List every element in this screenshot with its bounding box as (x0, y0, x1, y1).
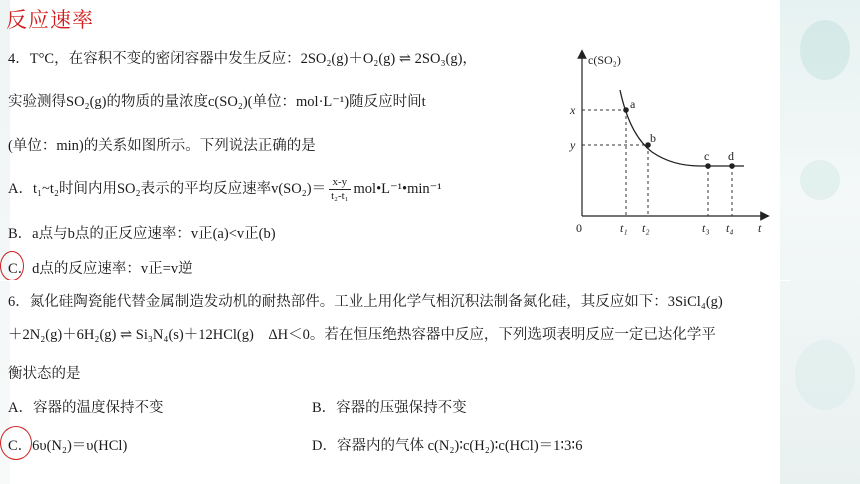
point-b-label: b (650, 131, 656, 145)
point-d-marker (729, 163, 735, 169)
q4-line-2: 实验测得SO₂(g)的物质的量浓度c(SO₂)(单位：mol·L⁻¹)随反应时间t (8, 94, 426, 110)
q4-option-b: B．a点与b点的正反应速率：v正(a)<v正(b) (8, 226, 276, 242)
point-a-marker (623, 107, 629, 113)
q6-option-b: B．容器的压强保持不变 (312, 400, 467, 416)
point-d-label: d (728, 149, 734, 163)
q6-line-3: 衡状态的是 (8, 366, 81, 382)
q6-option-d: D．容器内的气体 c(N₂)∶c(H₂)∶c(HCl)＝1∶3∶6 (312, 438, 583, 454)
x-axis-label: t (758, 221, 762, 235)
q6-option-c: C．6υ(N₂)＝υ(HCl) (8, 438, 128, 454)
q4-option-a-unit: mol•L⁻¹•min⁻¹ (353, 180, 442, 197)
x-tick-t2: t₂ (642, 221, 650, 235)
point-c-label: c (704, 149, 710, 163)
y-axis-label: c(SO₂) (588, 53, 621, 67)
origin-label: 0 (576, 221, 582, 235)
x-tick-t1: t₁ (620, 221, 628, 235)
section-divider (0, 280, 790, 281)
q6-line-1: 6．氮化硅陶瓷能代替金属制造发动机的耐热部件。工业上用化学气相沉积法制备氮化硅，其反应如下：3SiCl₄(g) (8, 294, 723, 310)
y-tick-y: y (570, 138, 576, 152)
x-tick-t3: t₃ (702, 221, 710, 235)
answer-circle-q4 (0, 251, 24, 281)
background-decoration-right (780, 0, 860, 484)
point-c-marker (705, 163, 711, 169)
concentration-curve (620, 90, 744, 166)
decor-blob (795, 340, 855, 410)
q4-line-3: (单位：min)的关系如图所示。下列说法正确的是 (8, 138, 316, 154)
decor-blob (800, 160, 840, 200)
answer-circle-q6 (0, 426, 32, 460)
q4-option-a (8, 176, 442, 203)
q4-option-c: C．d点的反应速率：v正=v逆 (8, 261, 193, 277)
x-tick-t4: t₄ (726, 221, 734, 235)
q6-line-2: ＋2N₂(g)＋6H₂(g) ⇌ Si₃N₄(s)＋12HCl(g) ΔH＜0。若在恒压绝热容器中反应，下列选项表明反应一定已达化学平 (8, 327, 716, 343)
fraction-numerator: x-y (329, 176, 350, 190)
fraction-denominator: t₂-t₁ (331, 190, 349, 202)
q6-option-a: A．容器的温度保持不变 (8, 400, 164, 416)
q4-line-1: 4．T°C，在容积不变的密闭容器中发生反应：2SO₂(g)＋O₂(g) ⇌ 2SO₃(g)， (8, 51, 477, 67)
slide-title: 反应速率 (6, 8, 94, 32)
y-tick-x: x (570, 103, 576, 117)
q4-option-a-prefix: A．t₁~t₂时间内用SO₂表示的平均反应速率v(SO₂)＝ (8, 180, 327, 197)
point-a-label: a (630, 97, 636, 111)
decor-blob (800, 20, 850, 80)
rate-fraction (329, 176, 350, 203)
concentration-time-graph (560, 48, 780, 238)
